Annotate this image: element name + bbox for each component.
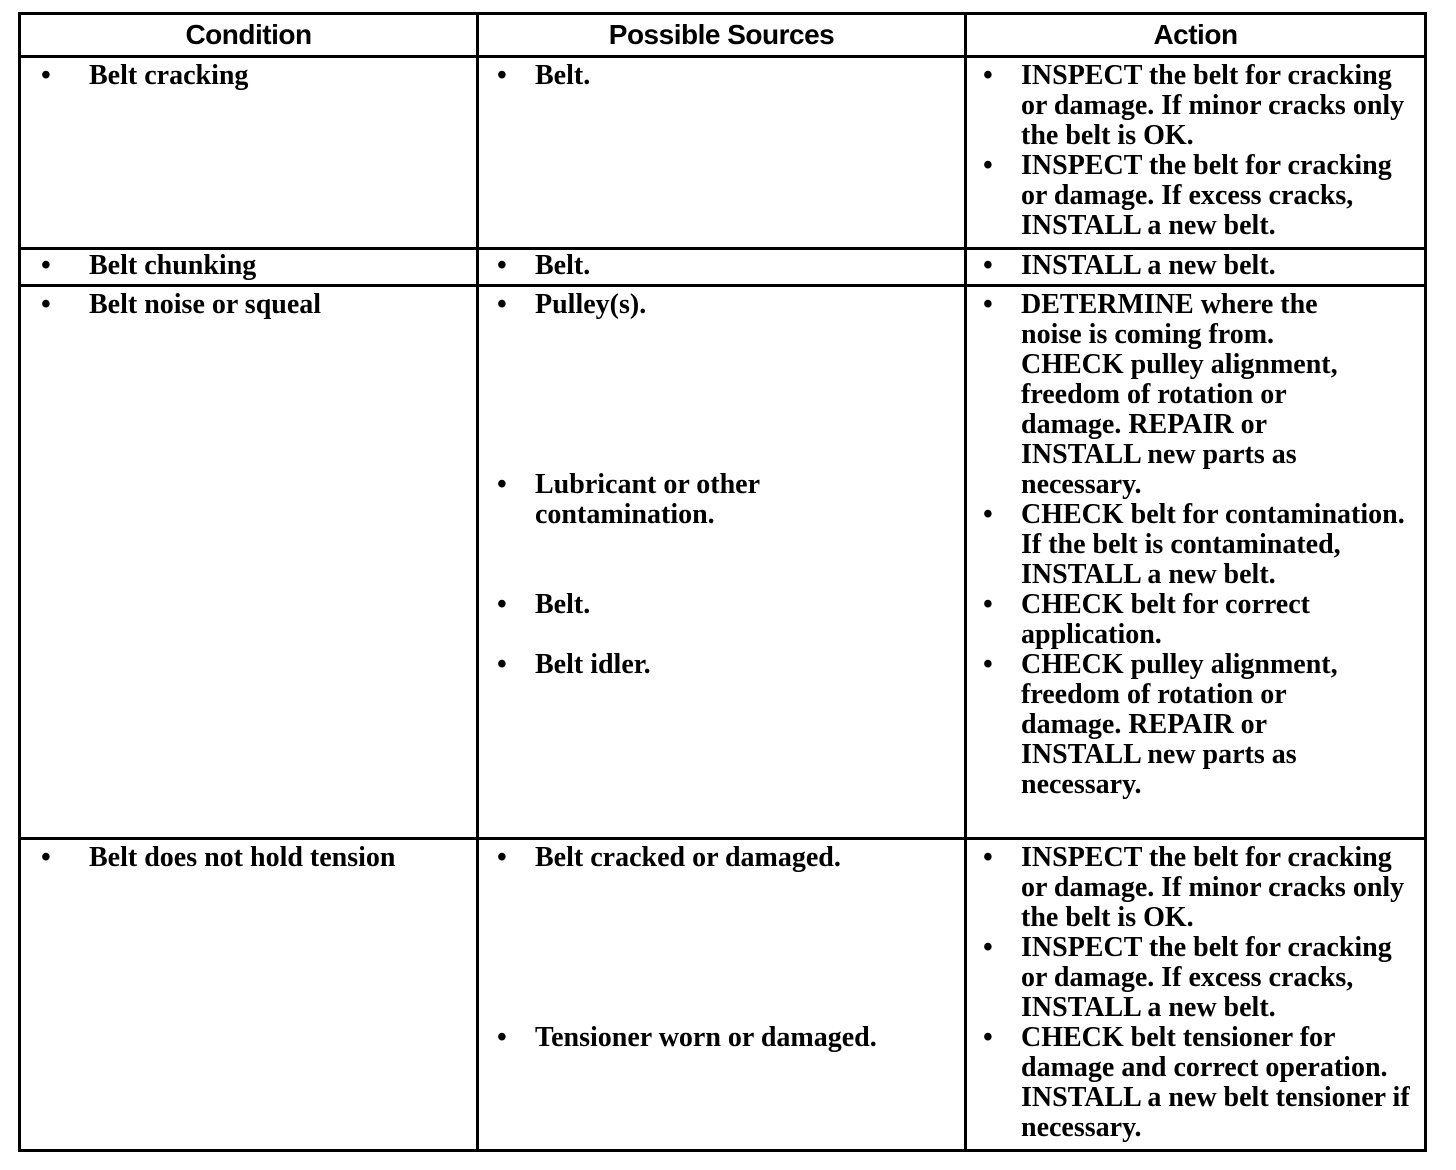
bullet-icon: • <box>41 842 51 873</box>
source-text: Belt cracked or damaged. <box>535 842 841 873</box>
bullet-icon: • <box>497 469 507 500</box>
bullet-icon: • <box>983 589 993 620</box>
action-cell <box>966 249 1426 286</box>
condition-item <box>31 290 466 320</box>
source-text: Lubricant or other contamination. <box>535 469 760 530</box>
bullet-icon: • <box>41 289 51 320</box>
condition-text: Belt cracking <box>89 60 249 91</box>
diagnosis-table <box>18 12 1427 1152</box>
bullet-icon: • <box>497 649 507 680</box>
bullet-icon: • <box>983 932 993 963</box>
source-text: Belt. <box>535 60 591 91</box>
sources-cell <box>478 57 966 249</box>
action-item <box>977 61 1414 151</box>
source-text: Belt. <box>535 589 591 620</box>
sources-cell <box>478 839 966 1151</box>
action-text: INSPECT the belt for cracking or damage. If minor cracks only the belt is OK. <box>1021 60 1405 151</box>
action-text: CHECK belt for correct application. <box>1021 589 1310 650</box>
source-text: Tensioner worn or damaged. <box>535 1022 877 1053</box>
source-item <box>489 590 954 620</box>
action-text: INSPECT the belt for cracking or damage. If excess cracks, INSTALL a new belt. <box>1021 150 1392 241</box>
bullet-icon: • <box>983 250 993 281</box>
source-text: Belt idler. <box>535 649 651 680</box>
source-item <box>489 1023 954 1053</box>
sources-cell <box>478 286 966 839</box>
bullet-icon: • <box>497 250 507 281</box>
action-cell <box>966 839 1426 1151</box>
condition-text: Belt does not hold tension <box>89 842 396 873</box>
source-text: Belt. <box>535 250 591 281</box>
condition-cell <box>20 249 478 286</box>
bullet-icon: • <box>983 289 993 320</box>
action-text: CHECK belt for contamination. If the belt is contaminated, INSTALL a new belt. <box>1021 499 1405 590</box>
source-item <box>489 61 954 91</box>
action-item <box>977 590 1414 650</box>
spacer <box>489 873 954 1023</box>
header-row <box>20 14 1426 57</box>
action-item <box>977 290 1414 500</box>
condition-cell <box>20 57 478 249</box>
condition-text: Belt chunking <box>89 250 257 281</box>
action-item <box>977 1023 1414 1143</box>
condition-text: Belt noise or squeal <box>89 289 322 320</box>
action-item <box>977 500 1414 590</box>
bullet-icon: • <box>497 842 507 873</box>
action-text: INSPECT the belt for cracking or damage. If minor cracks only the belt is OK. <box>1021 842 1405 933</box>
source-item <box>489 843 954 873</box>
bullet-icon: • <box>983 1022 993 1053</box>
bullet-icon: • <box>983 60 993 91</box>
action-text: CHECK belt tensioner for damage and correct operation. INSTALL a new belt tensioner if necessary. <box>1021 1022 1410 1143</box>
action-cell <box>966 57 1426 249</box>
action-text: INSTALL a new belt. <box>1021 250 1276 281</box>
bullet-icon: • <box>983 150 993 181</box>
bullet-icon: • <box>497 289 507 320</box>
header-condition: Condition <box>20 14 478 57</box>
bullet-icon: • <box>983 499 993 530</box>
condition-item <box>31 251 466 281</box>
action-text: CHECK pulley alignment, freedom of rotation or damage. REPAIR or INSTALL new parts as necessary. <box>1021 649 1338 800</box>
condition-item <box>31 61 466 91</box>
action-cell <box>966 286 1426 839</box>
table-row <box>20 839 1426 1151</box>
spacer <box>489 620 954 650</box>
bullet-icon: • <box>41 60 51 91</box>
bullet-icon: • <box>497 60 507 91</box>
table-row <box>20 286 1426 839</box>
bullet-icon: • <box>983 842 993 873</box>
table-row <box>20 57 1426 249</box>
action-text: DETERMINE where the noise is coming from. CHECK pulley alignment, freedom of rotation or damage. REPAIR or INSTALL new parts as necessary. <box>1021 289 1338 500</box>
header-action: Action <box>966 14 1426 57</box>
source-item <box>489 251 954 281</box>
bullet-icon: • <box>497 589 507 620</box>
action-item <box>977 151 1414 241</box>
condition-cell <box>20 286 478 839</box>
bullet-icon: • <box>41 250 51 281</box>
bullet-icon: • <box>983 649 993 680</box>
action-item <box>977 843 1414 933</box>
source-item <box>489 290 954 320</box>
action-item <box>977 251 1414 281</box>
sources-cell <box>478 249 966 286</box>
spacer <box>489 530 954 590</box>
bullet-icon: • <box>497 1022 507 1053</box>
action-text: INSPECT the belt for cracking or damage. If excess cracks, INSTALL a new belt. <box>1021 932 1392 1023</box>
action-item <box>977 933 1414 1023</box>
spacer <box>489 320 954 470</box>
action-item <box>977 650 1414 800</box>
source-item <box>489 470 954 530</box>
header-possible-sources: Possible Sources <box>478 14 966 57</box>
condition-item <box>31 843 466 873</box>
condition-cell <box>20 839 478 1151</box>
table-row <box>20 249 1426 286</box>
source-item <box>489 650 954 680</box>
source-text: Pulley(s). <box>535 289 647 320</box>
